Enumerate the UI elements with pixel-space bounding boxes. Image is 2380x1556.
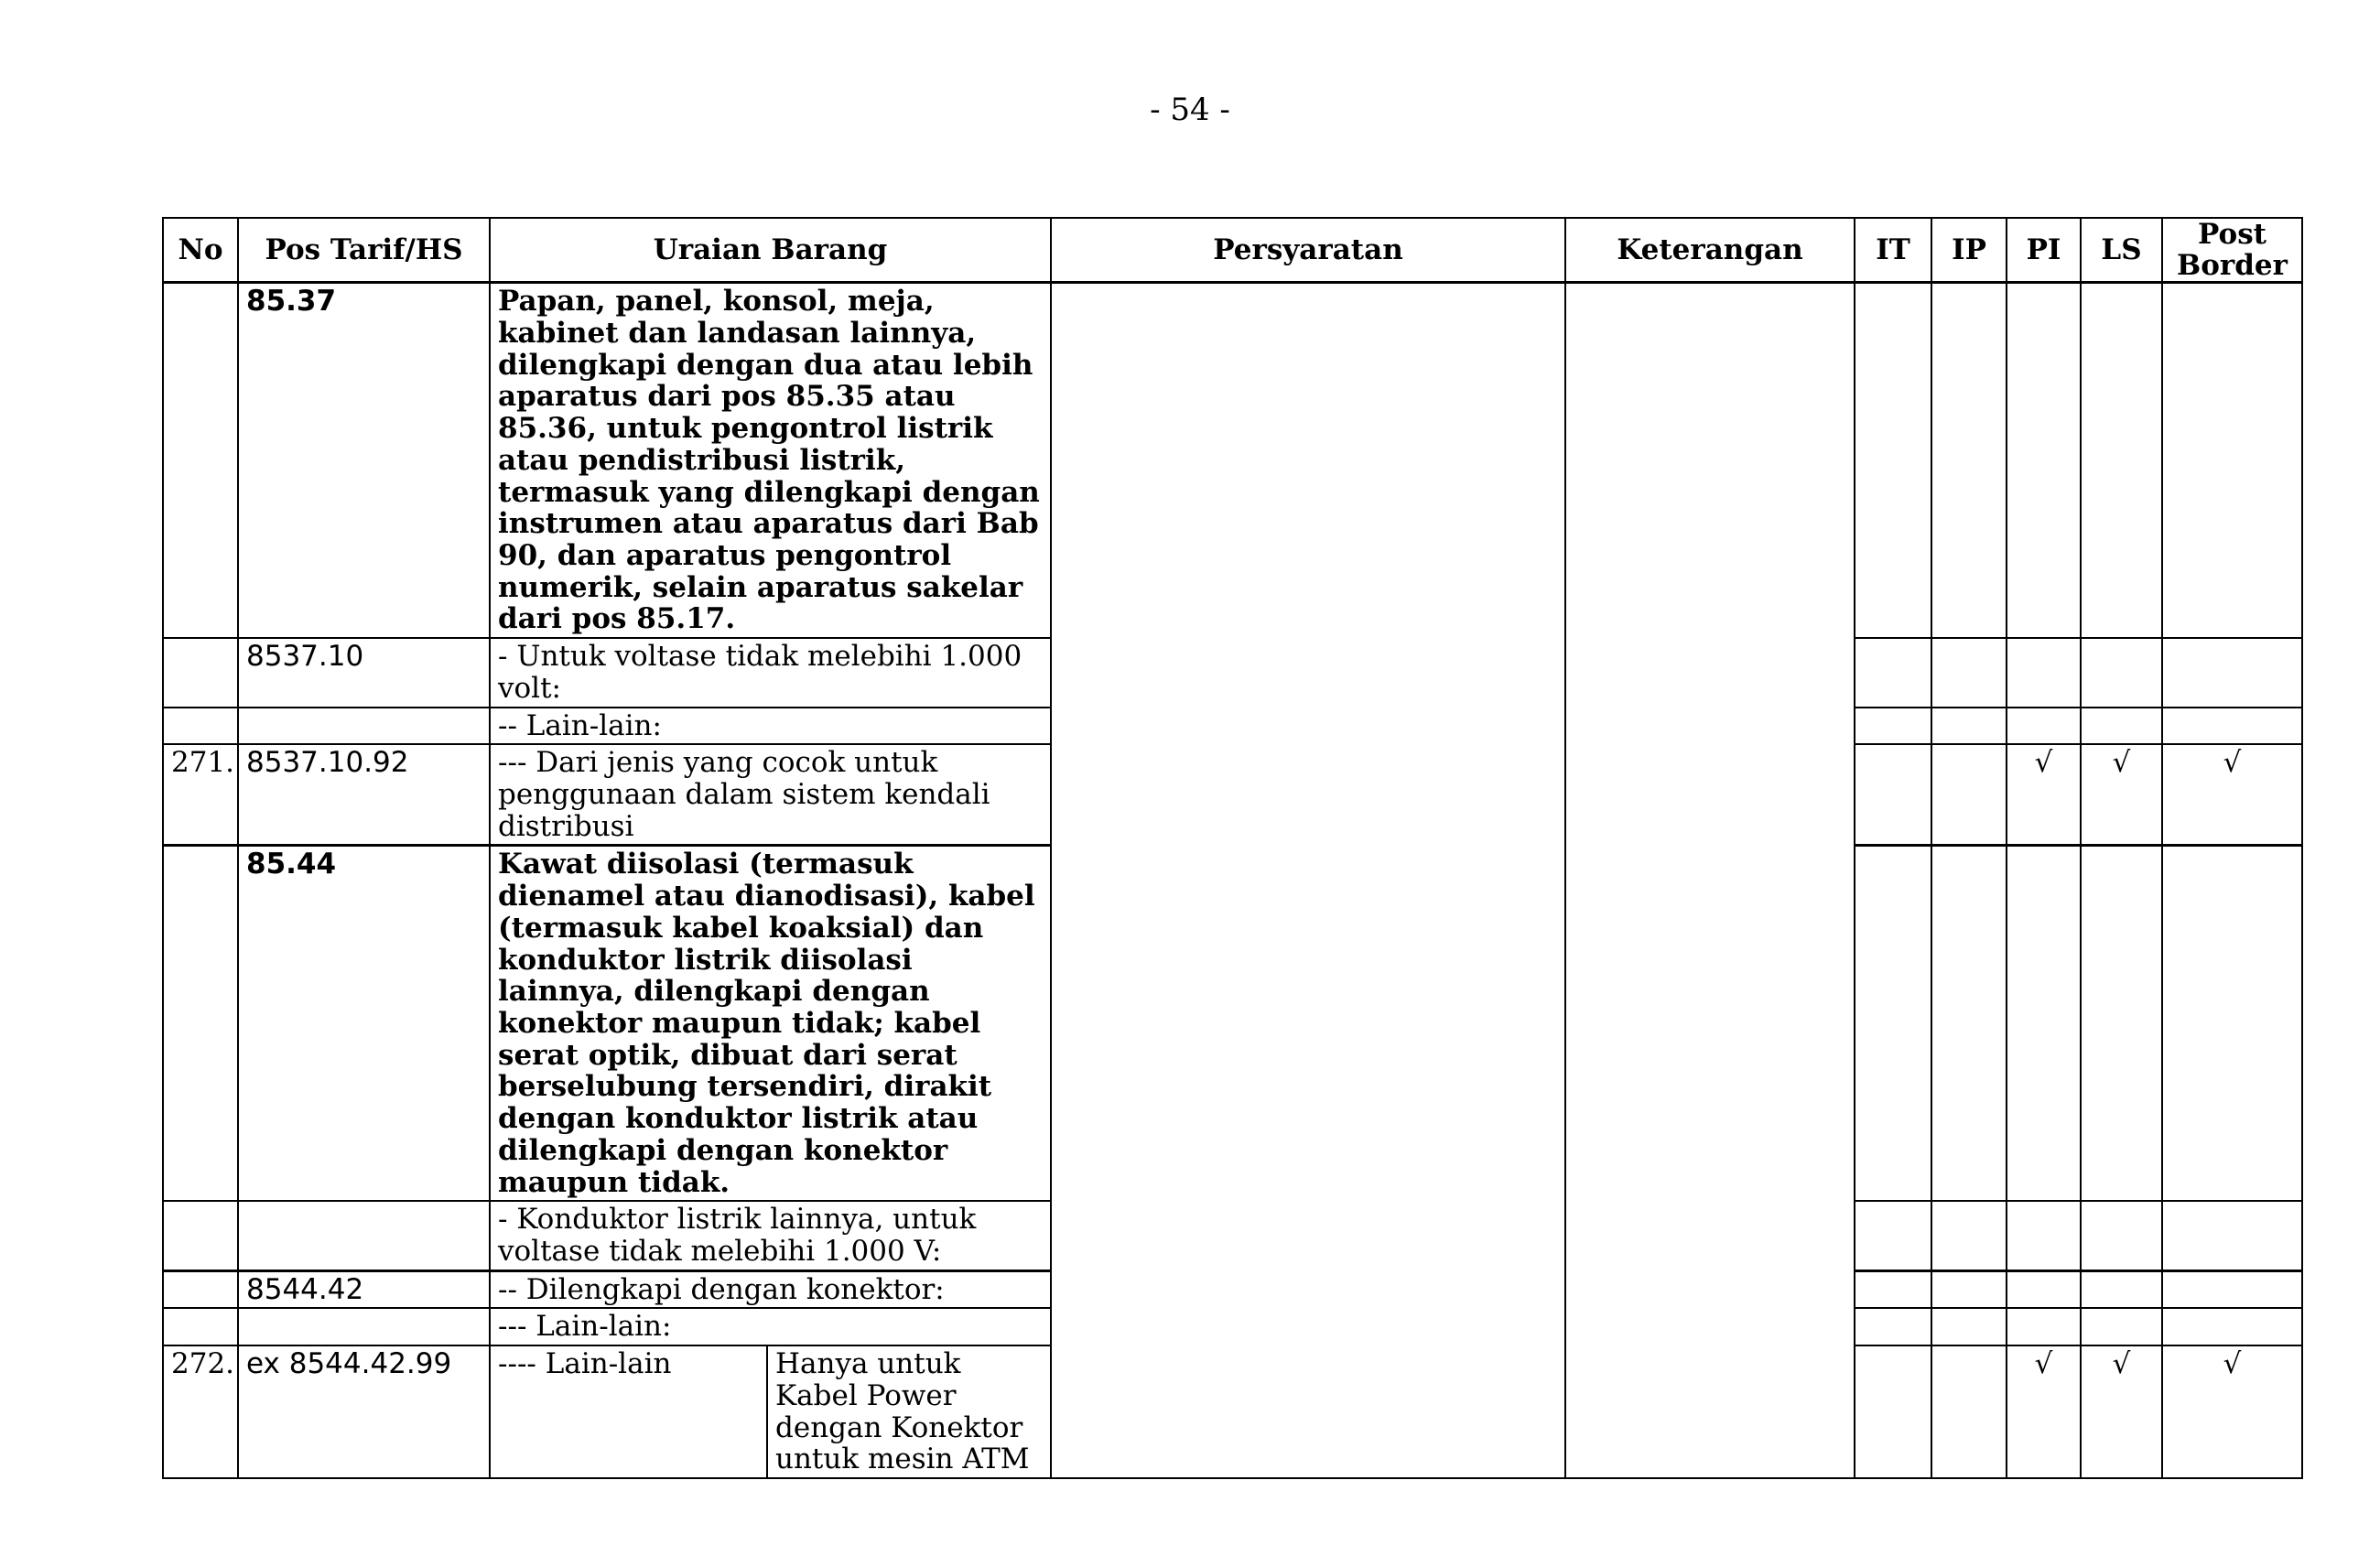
- row-pos: 8537.10.92: [238, 744, 490, 846]
- row-pos: ex 8544.42.99: [238, 1345, 490, 1478]
- post-border-check: √: [2162, 1345, 2302, 1478]
- ls-cell: [2081, 1201, 2162, 1270]
- ls-cell: [2081, 638, 2162, 707]
- header-uraian: Uraian Barang: [490, 218, 1051, 283]
- tariff-table: [162, 217, 2303, 1479]
- it-cell: [1855, 1201, 1931, 1270]
- row-no: [163, 708, 238, 745]
- row-uraian: Papan, panel, konsol, meja, kabinet dan landasan lainnya, dilengkapi dengan dua atau lebih aparatus dari pos 85.35 atau 85.36, untuk pengontrol listrik atau pendistribusi listrik, termasuk yang dilengkapi dengan instrumen atau aparatus dari Bab 90, dan aparatus pengontrol numerik, selain aparatus sakelar dari pos 85.17.: [490, 283, 1051, 638]
- row-pos: 85.37: [238, 283, 490, 638]
- row-uraian: - Untuk voltase tidak melebihi 1.000 volt:: [490, 638, 1051, 707]
- post-border-cell: [2162, 846, 2302, 1201]
- it-cell: [1855, 708, 1931, 745]
- ls-cell: [2081, 1270, 2162, 1308]
- row-pos: [238, 1201, 490, 1270]
- header-row: [163, 218, 2302, 283]
- it-cell: [1855, 1345, 1931, 1478]
- it-cell: [1855, 283, 1931, 638]
- pi-check: √: [2007, 1345, 2081, 1478]
- post-border-cell: [2162, 638, 2302, 707]
- ls-cell: [2081, 283, 2162, 638]
- header-no: No: [163, 218, 238, 283]
- header-keterangan: Keterangan: [1565, 218, 1855, 283]
- pi-cell: [2007, 846, 2081, 1201]
- row-no: [163, 283, 238, 638]
- ls-check: √: [2081, 1345, 2162, 1478]
- pi-cell: [2007, 1270, 2081, 1308]
- row-no: 271.: [163, 744, 238, 846]
- pi-cell: [2007, 1308, 2081, 1345]
- ip-cell: [1931, 1345, 2007, 1478]
- page-number: - 54 -: [1150, 92, 1230, 128]
- pi-cell: [2007, 1201, 2081, 1270]
- row-uraian-note: Hanya untuk Kabel Power dengan Konektor untuk mesin ATM: [767, 1345, 1051, 1478]
- post-border-check: √: [2162, 744, 2302, 846]
- it-cell: [1855, 638, 1931, 707]
- row-uraian: -- Lain-lain:: [490, 708, 1051, 745]
- persyaratan-cell: [1051, 283, 1565, 1479]
- row-uraian: -- Dilengkapi dengan konektor:: [490, 1270, 1051, 1308]
- ip-cell: [1931, 1270, 2007, 1308]
- post-border-cell: [2162, 1308, 2302, 1345]
- row-pos: [238, 708, 490, 745]
- post-border-cell: [2162, 1201, 2302, 1270]
- row-pos: 8537.10: [238, 638, 490, 707]
- post-border-cell: [2162, 283, 2302, 638]
- ls-cell: [2081, 708, 2162, 745]
- ip-cell: [1931, 283, 2007, 638]
- row-no: [163, 1308, 238, 1345]
- ip-cell: [1931, 708, 2007, 745]
- row-no: [163, 846, 238, 1201]
- post-border-cell: [2162, 708, 2302, 745]
- ip-cell: [1931, 1201, 2007, 1270]
- ip-cell: [1931, 638, 2007, 707]
- ls-cell: [2081, 846, 2162, 1201]
- row-no: [163, 1270, 238, 1308]
- it-cell: [1855, 1308, 1931, 1345]
- row-uraian: - Konduktor listrik lainnya, untuk voltase tidak melebihi 1.000 V:: [490, 1201, 1051, 1270]
- pi-cell: [2007, 283, 2081, 638]
- row-no: [163, 638, 238, 707]
- row-pos: 8544.42: [238, 1270, 490, 1308]
- header-pi: PI: [2007, 218, 2081, 283]
- ip-cell: [1931, 744, 2007, 846]
- row-uraian: --- Lain-lain:: [490, 1308, 1051, 1345]
- pi-cell: [2007, 638, 2081, 707]
- post-border-cell: [2162, 1270, 2302, 1308]
- it-cell: [1855, 744, 1931, 846]
- header-persyaratan: Persyaratan: [1051, 218, 1565, 283]
- row-uraian: Kawat diisolasi (termasuk dienamel atau dianodisasi), kabel (termasuk kabel koaksial) dan konduktor listrik diisolasi lainnya, dilengkapi dengan konektor maupun tidak; kabel serat optik, dibuat dari serat berselubung tersendiri, dirakit dengan konduktor listrik atau dilengkapi dengan konektor maupun tidak.: [490, 846, 1051, 1201]
- header-ls: LS: [2081, 218, 2162, 283]
- table-row: [163, 283, 2302, 638]
- row-pos: [238, 1308, 490, 1345]
- ls-check: √: [2081, 744, 2162, 846]
- row-uraian: ---- Lain-lain: [490, 1345, 767, 1478]
- ls-cell: [2081, 1308, 2162, 1345]
- pi-check: √: [2007, 744, 2081, 846]
- row-no: [163, 1201, 238, 1270]
- pi-cell: [2007, 708, 2081, 745]
- row-pos: 85.44: [238, 846, 490, 1201]
- row-uraian: --- Dari jenis yang cocok untuk penggunaan dalam sistem kendali distribusi: [490, 744, 1051, 846]
- ip-cell: [1931, 846, 2007, 1201]
- ip-cell: [1931, 1308, 2007, 1345]
- it-cell: [1855, 1270, 1931, 1308]
- header-it: IT: [1855, 218, 1931, 283]
- header-pos: Pos Tarif/HS: [238, 218, 490, 283]
- it-cell: [1855, 846, 1931, 1201]
- header-ip: IP: [1931, 218, 2007, 283]
- keterangan-cell: [1565, 283, 1855, 1479]
- row-no: 272.: [163, 1345, 238, 1478]
- header-post-border: Post Border: [2162, 218, 2302, 283]
